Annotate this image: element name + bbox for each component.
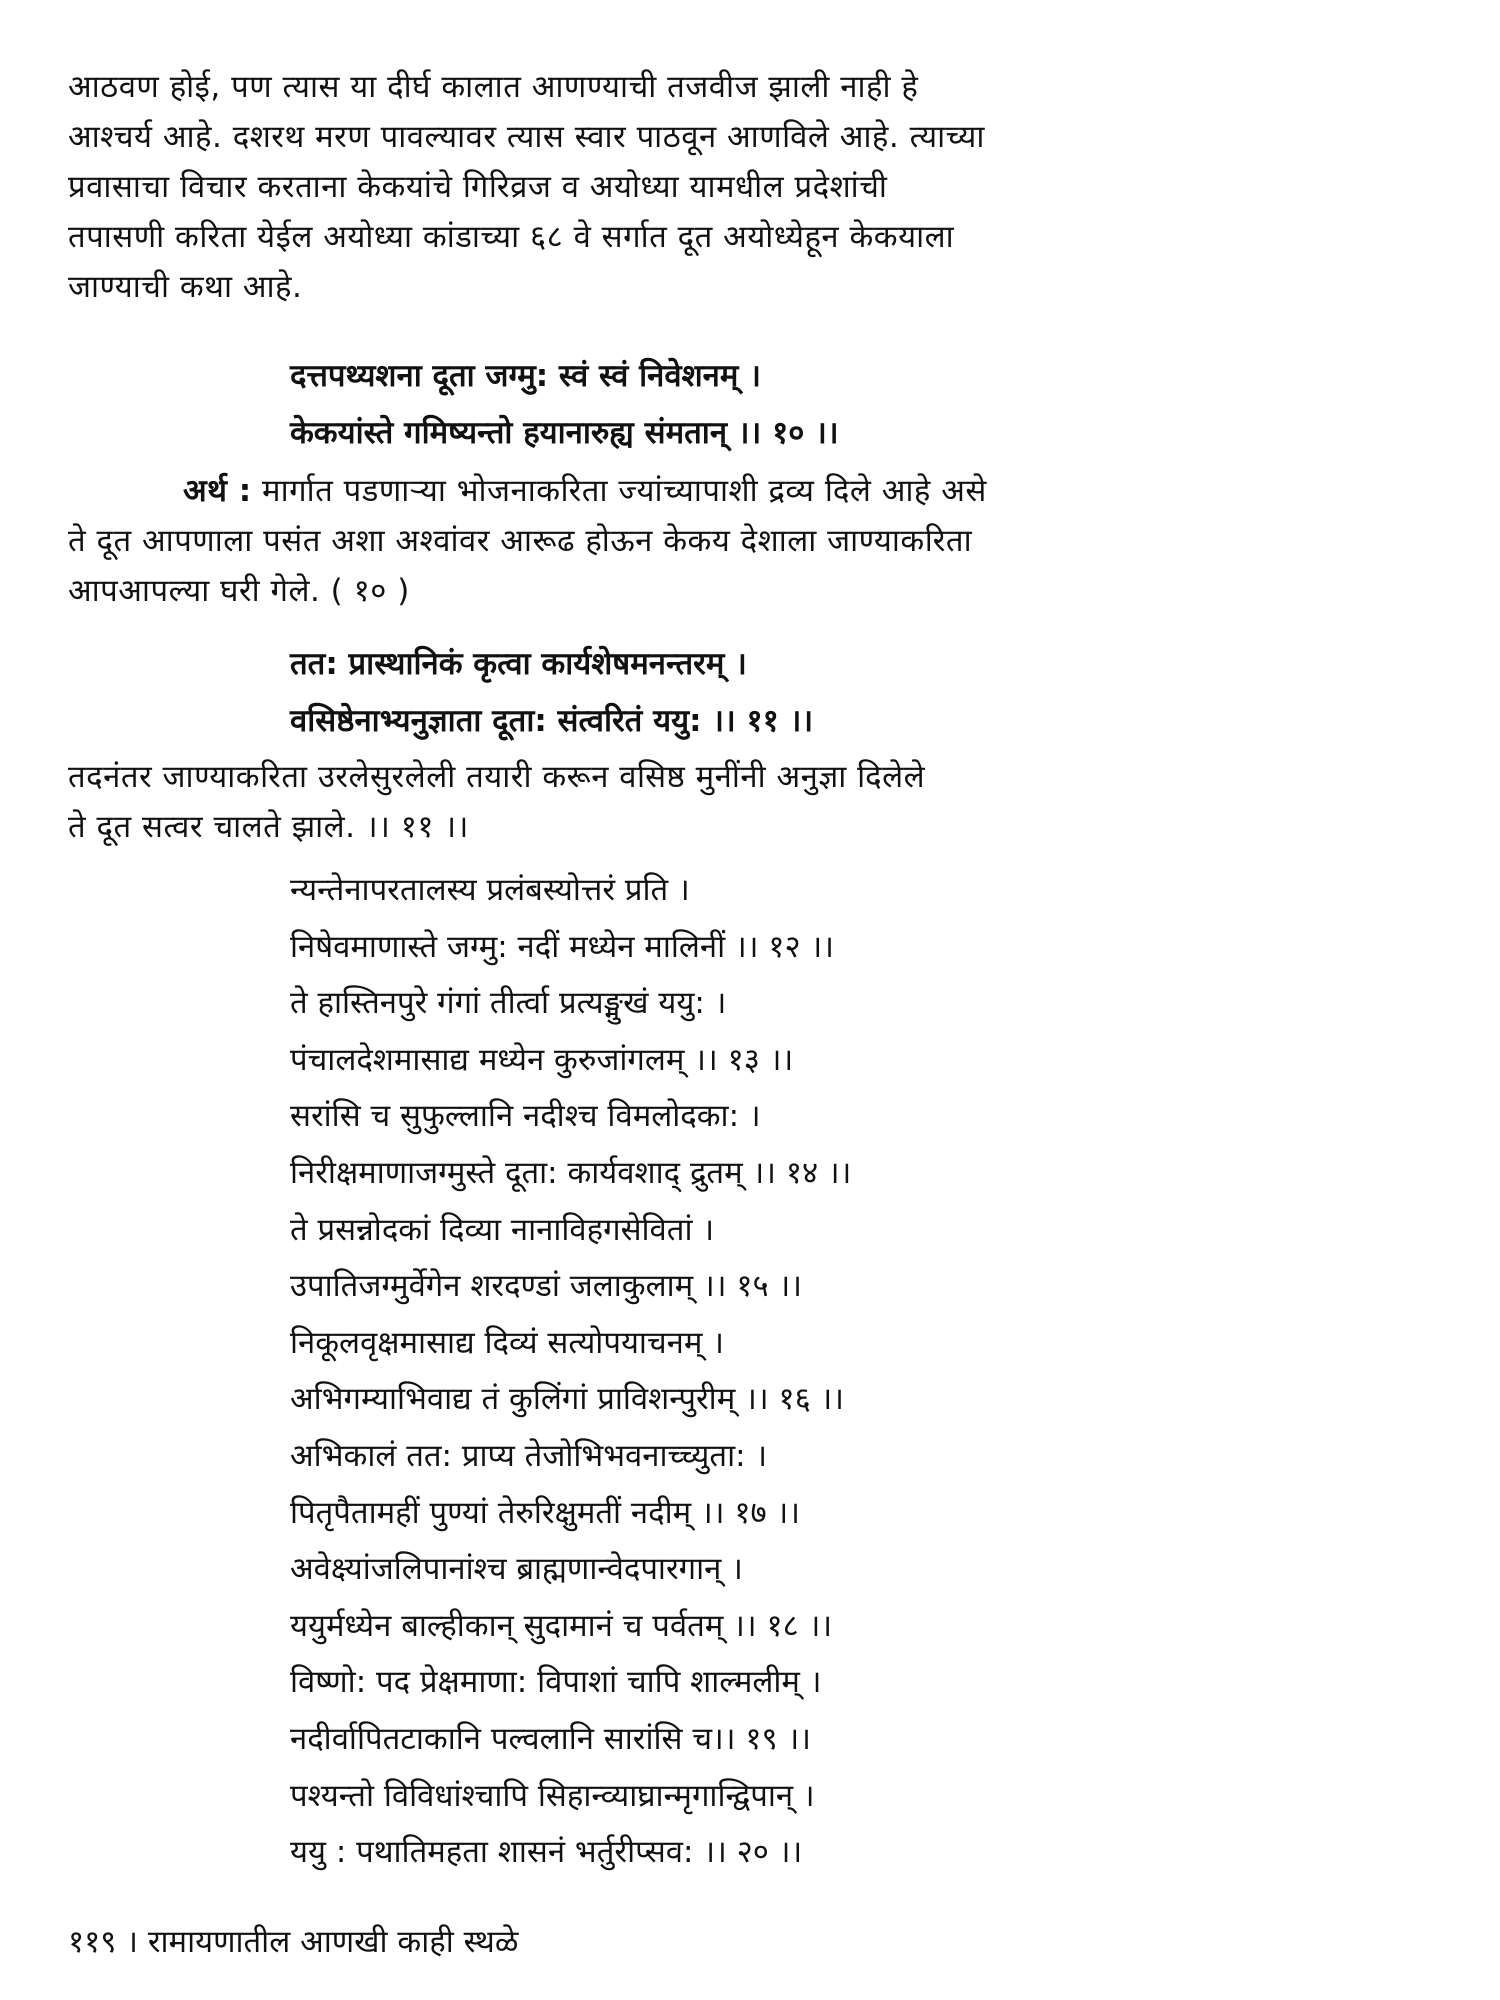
verse-line: ते प्रसन्नोदकां दिव्या नानाविहगसेवितां । (290, 1211, 715, 1248)
verse-block-10 (290, 348, 1440, 462)
verse-line: निषेवमाणास्ते जग्मु: नदीं मध्येन मालिनीं ।। १२ ।। (290, 928, 834, 965)
verse-line: न्यन्तेनापरतालस्य प्रलंबस्योत्तरं प्रति । (290, 872, 690, 908)
text-line: आपआपल्या घरी गेले. ( १० ) (68, 573, 410, 609)
text-line: तपासणी करिता येईल अयोध्या कांडाच्या ६८ वे सर्गात दूत अयोध्येहून केकयाला (68, 219, 955, 255)
verse-block-11 (290, 636, 1440, 750)
verse-line: विष्णो: पद प्रेक्षमाणा: विपाशां चापि शाल्मलीम् । (290, 1664, 822, 1701)
verse-line: अभिकालं तत: प्राप्य तेजोभिभवनाच्च्युता: । (290, 1437, 768, 1474)
verse-line: तत: प्रास्थानिकं कृत्वा कार्यशेषमनन्तरम् । (290, 646, 747, 682)
verse-line: दत्तपथ्यशना दूता जग्मु: स्वं स्वं निवेशनम् । (290, 358, 761, 394)
verse-block-12-20 (290, 862, 1440, 1881)
verse-line: पितृपैतामहीं पुण्यां तेरुरिक्षुमतीं नदीम् ।। १७ ।। (290, 1494, 800, 1531)
meaning-label: अर्थ : (183, 473, 252, 509)
text-line: ते दूत सत्वर चालते झाले. ।। ११ ।। (68, 809, 469, 845)
meaning-first-text: मार्गात पडणाऱ्या भोजनाकरिता ज्यांच्यापाशी द्रव्य दिले आहे असे (262, 473, 987, 509)
meaning-first-line (68, 466, 1438, 516)
verse-line: नदीर्वापितटाकानि पल्वलानि सारांसि च।। १९ ।। (290, 1720, 811, 1757)
verse-line: निकूलवृक्षमासाद्य दिव्यं सत्योपयाचनम् । (290, 1324, 724, 1361)
paragraph-after-verse-11 (68, 752, 1438, 852)
text-line: प्रवासाचा विचार करताना केकयांचे गिरिव्रज व अयोध्या यामधील प्रदेशांची (68, 169, 888, 205)
verse-line: उपातिजग्मुर्वेगेन शरदण्डां जलाकुलाम् ।। १५ ।। (290, 1268, 802, 1305)
verse-line: ययु : पथातिमहता शासनं भर्तुरीप्सव: ।। २० ।। (290, 1834, 803, 1871)
verse-line: पंचालदेशमासाद्य मध्येन कुरुजांगलम् ।। १३ ।। (290, 1041, 794, 1078)
page-footer: ११९ । रामायणातील आणखी काही स्थळे (68, 1924, 519, 1960)
verse-line: केकयांस्ते गमिष्यन्तो हयानारुह्य संमतान् ।। १० ।। (290, 415, 839, 451)
text-line: आश्चर्य आहे. दशरथ मरण पावल्यावर त्यास स्वार पाठवून आणविले आहे. त्याच्या (68, 119, 985, 155)
verse-line: अवेक्ष्यांजलिपानांश्च ब्राह्मणान्वेदपारगान् । (290, 1551, 743, 1588)
verse-line: ययुर्मध्येन बाल्हीकान् सुदामानं च पर्वतम् ।। १८ ।। (290, 1607, 833, 1644)
text-line: तदनंतर जाण्याकरिता उरलेसुरलेली तयारी करून वसिष्ठ मुनींनी अनुज्ञा दिलेले (68, 759, 926, 795)
text-line: जाण्याची कथा आहे. (68, 269, 303, 305)
verse-line: निरीक्षमाणाजग्मुस्ते दूता: कार्यवशाद् द्रुतम् ।। १४ ।। (290, 1154, 852, 1191)
text-line: आठवण होई, पण त्यास या दीर्घ कालात आणण्याची तजवीज झाली नाही हे (68, 69, 919, 105)
verse-line: अभिगम्याभिवाद्य तं कुलिंगां प्राविशन्पुरीम् ।। १६ ।। (290, 1381, 845, 1418)
verse-line: पश्यन्तो विविधांश्चापि सिहान्व्याघ्रान्मृगान्द्विपान् । (290, 1777, 815, 1814)
verse-line: ते हास्तिनपुरे गंगां तीर्त्वा प्रत्यङ्मुखं ययु: । (290, 985, 727, 1022)
text-line: ते दूत आपणाला पसंत अशा अश्वांवर आरूढ होऊन केकय देशाला जाण्याकरिता (68, 523, 973, 559)
verse-line: सरांसि च सुफुल्लानि नदीश्च विमलोदका: । (290, 1098, 761, 1135)
paragraph-intro (68, 62, 1438, 312)
verse-line: वसिष्ठेनाभ्यनुज्ञाता दूता: संत्वरितं ययु: ।। ११ ।। (290, 703, 814, 739)
paragraph-meaning (68, 466, 1438, 616)
